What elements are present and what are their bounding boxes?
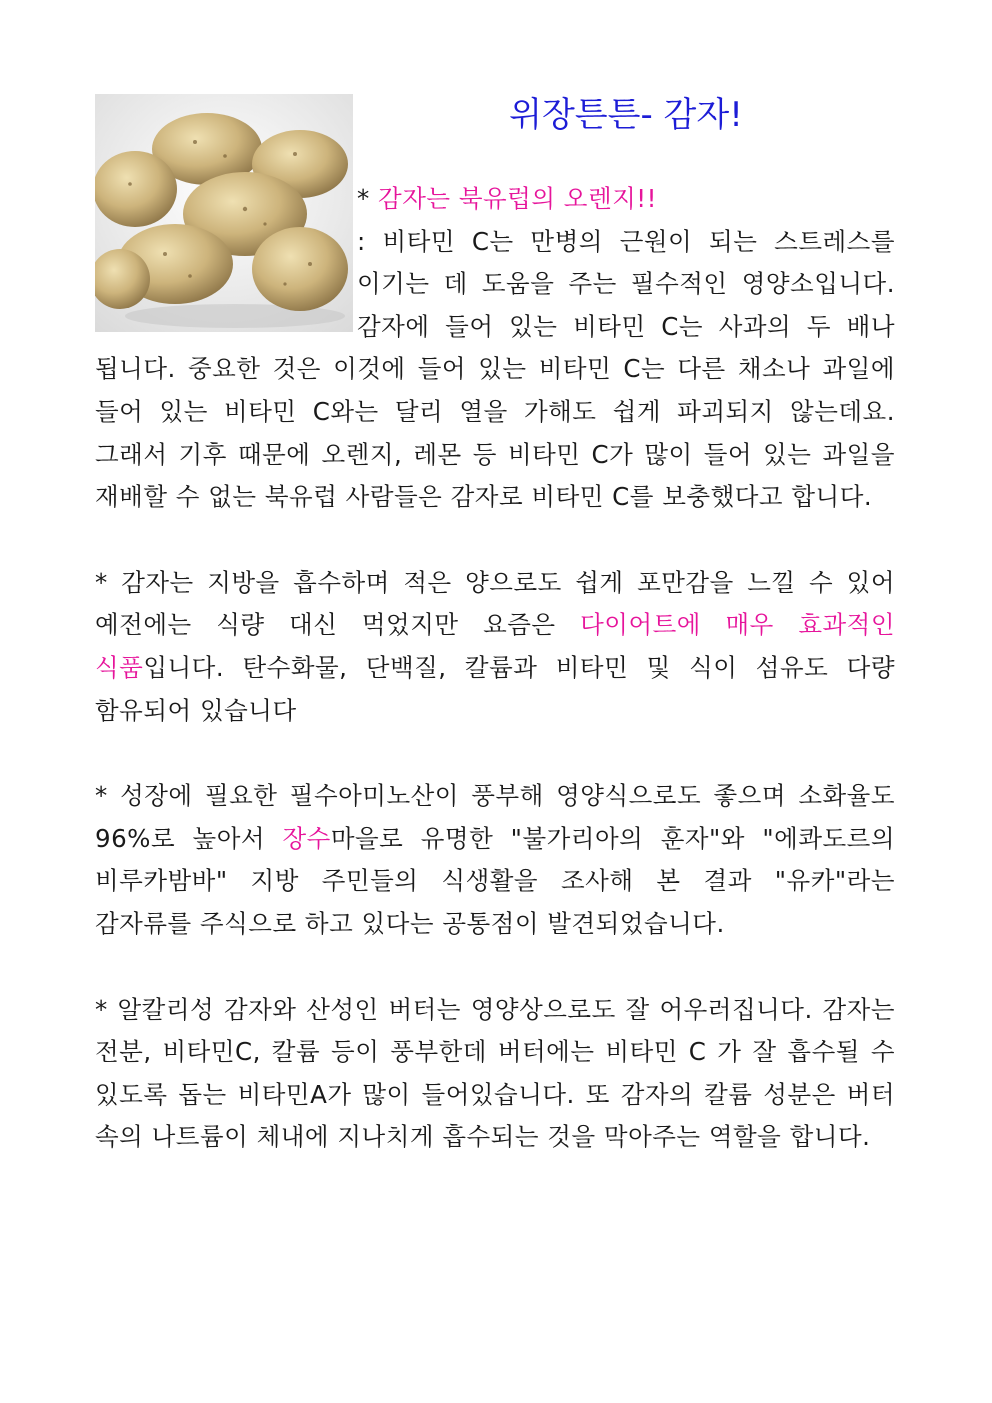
paragraph-text: * 감자는 지방을 흡수하며 적은 양으로도 쉽게 포만감을 느낄 수 있어 예전에는 식량 대신 먹었지만 요즘은 xyxy=(95,567,895,640)
bullet-star: * xyxy=(357,184,379,213)
paragraph-diet xyxy=(95,562,895,732)
highlight-text: 장수 xyxy=(282,823,331,853)
paragraph-text: 입니다. 탄수화물, 단백질, 칼륨과 비타민 및 식이 섬유도 다량 함유되어 있습니다 xyxy=(95,652,895,725)
paragraph-text: * 성장에 필요한 필수아미노산이 풍부해 영양식으로도 좋으며 소화율도 96%로 높아서 xyxy=(95,781,895,853)
paragraph-longevity xyxy=(95,775,895,945)
highlight-text: 다이어트에 매우 효과적인 식품 xyxy=(95,610,895,682)
paragraph-body: : 비타민 C는 만병의 근원이 되는 스트레스를 이기는 데 도움을 주는 필수적인 영양소입니다. 감자에 들어 있는 비타민 C는 사과의 두 배나 됩니다. 중요한 것은 이것에 들어 있는 비타민 C는 다른 채소나 과일에 들어 있는 비타민 C와는 달리 열을 가해도 쉽게 파괴되지 않는데요. 그래서 기후 때문에 오렌지, 레몬 등 비타민 C가 많이 들어 있는 과일을 재배할 수 없는 북유럽 사람들은 감자로 비타민 C를 보충했다고 합니다. xyxy=(95,226,895,512)
paragraph-text: 마을로 유명한 "불가리아의 훈자"와 "에콰도르의 비루카밤바" 지방 주민들의 식생활을 조사해 본 결과 "유카"라는 감자류를 주식으로 하고 있다는 공통점이 발견되었습니다. xyxy=(95,823,895,938)
page-title: 위장튼튼- 감자! xyxy=(509,95,743,135)
document-page xyxy=(95,86,895,1159)
potato-photo xyxy=(95,94,353,332)
section-heading: 감자는 북유럽의 오렌지!! xyxy=(378,184,657,213)
paragraph-butter: * 알칼리성 감자와 산성인 버터는 영양상으로도 잘 어우러집니다. 감자는 전분, 비타민C, 칼륨 등이 풍부한데 버터에는 비타민 C 가 잘 흡수될 수 있도록 돕는 비타민A가 많이 들어있습니다. 또 감자의 칼륨 성분은 버터 속의 나트륨이 체내에 지나치게 흡수되는 것을 막아주는 역할을 합니다. xyxy=(95,994,895,1152)
